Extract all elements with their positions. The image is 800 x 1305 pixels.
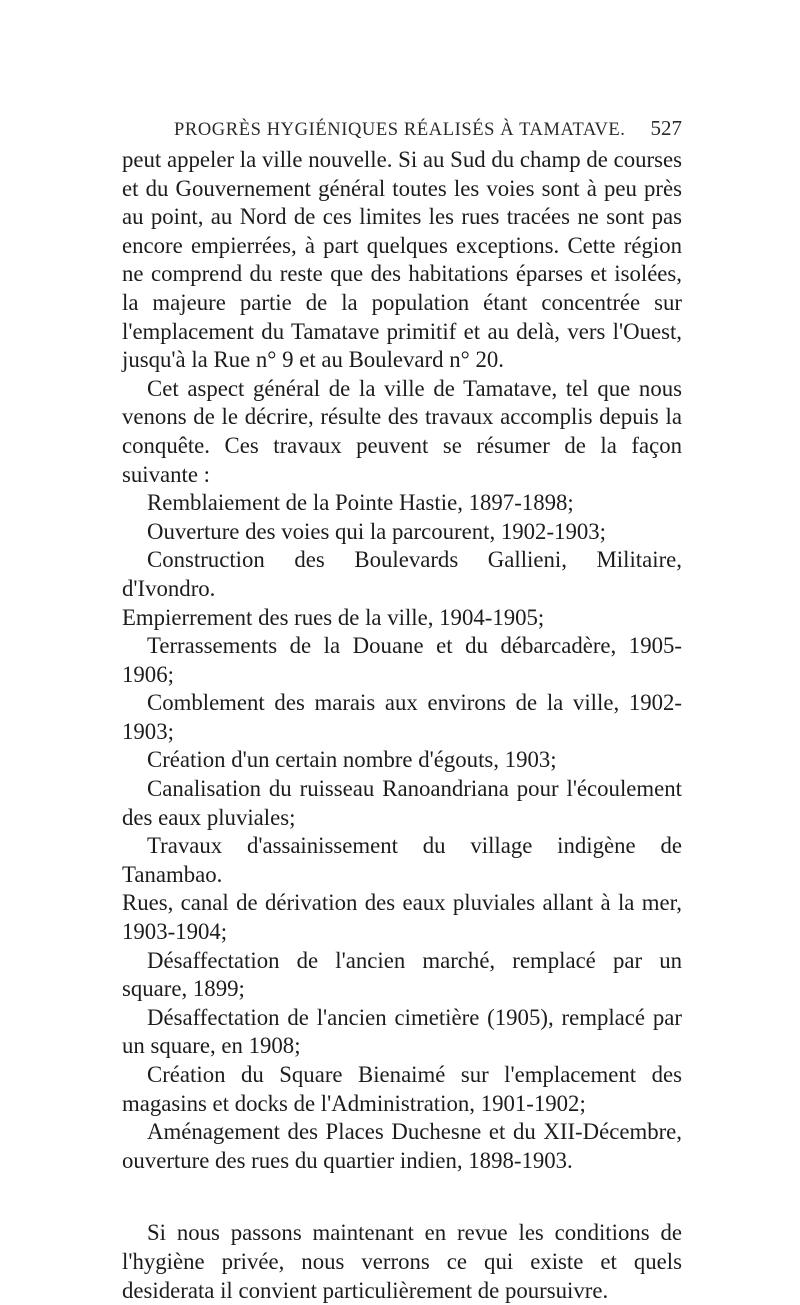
list-item: Désaffectation de l'ancien cimetière (1905), remplacé par un square, en 1908; xyxy=(122,1004,682,1059)
paragraph-2: Cet aspect général de la ville de Tamatave, tel que nous venons de le décrire, résulte des travaux accomplis depuis la conquête. Ces travaux peuvent se résumer de la façon suivante : xyxy=(122,375,682,487)
list-item: Remblaiement de la Pointe Hastie, 1897-1898; xyxy=(147,490,574,516)
list-item: Ouverture des voies qui la parcourent, 1902-1903; xyxy=(147,518,606,544)
list-item: Empierrement des rues de la ville, 1904-1905; xyxy=(122,604,545,630)
list-item: Construction des Boulevards Gallieni, Militaire, d'Ivondro. xyxy=(122,547,682,601)
running-title: PROGRÈS HYGIÉNIQUES RÉALISÉS À TAMATAVE. xyxy=(174,120,626,140)
list-item: Désaffectation de l'ancien marché, remplacé par un square, 1899; xyxy=(122,947,682,1002)
running-header xyxy=(174,116,682,141)
list-item: Création du Square Bienaimé sur l'emplacement des magasins et docks de l'Administration, 1901-1902; xyxy=(122,1062,682,1116)
list-item: Travaux d'assainissement du village indigène de Tanambao. xyxy=(122,833,682,887)
list-item: Canalisation du ruisseau Ranoandriana pour l'écoulement des eaux pluviales; xyxy=(122,776,682,830)
list-item: Rues, canal de dérivation des eaux pluviales allant à la mer, 1903-1904; xyxy=(122,890,682,945)
paragraph-gap xyxy=(122,1175,682,1219)
list-item: Terrassements de la Douane et du débarcadère, 1905-1906; xyxy=(122,633,682,687)
page-body xyxy=(122,146,682,1305)
list-item: Comblement des marais aux environs de la ville, 1902-1903; xyxy=(122,690,682,744)
list-item: Création d'un certain nombre d'égouts, 1903; xyxy=(147,747,557,773)
paragraph-1: peut appeler la ville nouvelle. Si au Sud du champ de courses et du Gouvernement général toutes les voies sont à peu près au point, au Nord de ces limites les rues tracées ne sont pas encore empierrées, à part quelques exceptions. Cette région ne comprend du reste que des habitations éparses et isolées, la majeure partie de la population étant concentrée sur l'emplacement du Tamatave primitif et au delà, vers l'Ouest, jusqu'à la Rue n° 9 et au Boulevard n° 20. xyxy=(122,147,682,373)
list-item: Aménagement des Places Duchesne et du XII-Décembre, ouverture des rues du quartier indien, 1898-1903. xyxy=(122,1119,682,1173)
page-number: 527 xyxy=(650,116,682,140)
closing-paragraph: Si nous passons maintenant en revue les conditions de l'hygiène privée, nous verrons ce qui existe et quels desiderata il convient particulièrement de poursuivre. xyxy=(122,1220,682,1303)
